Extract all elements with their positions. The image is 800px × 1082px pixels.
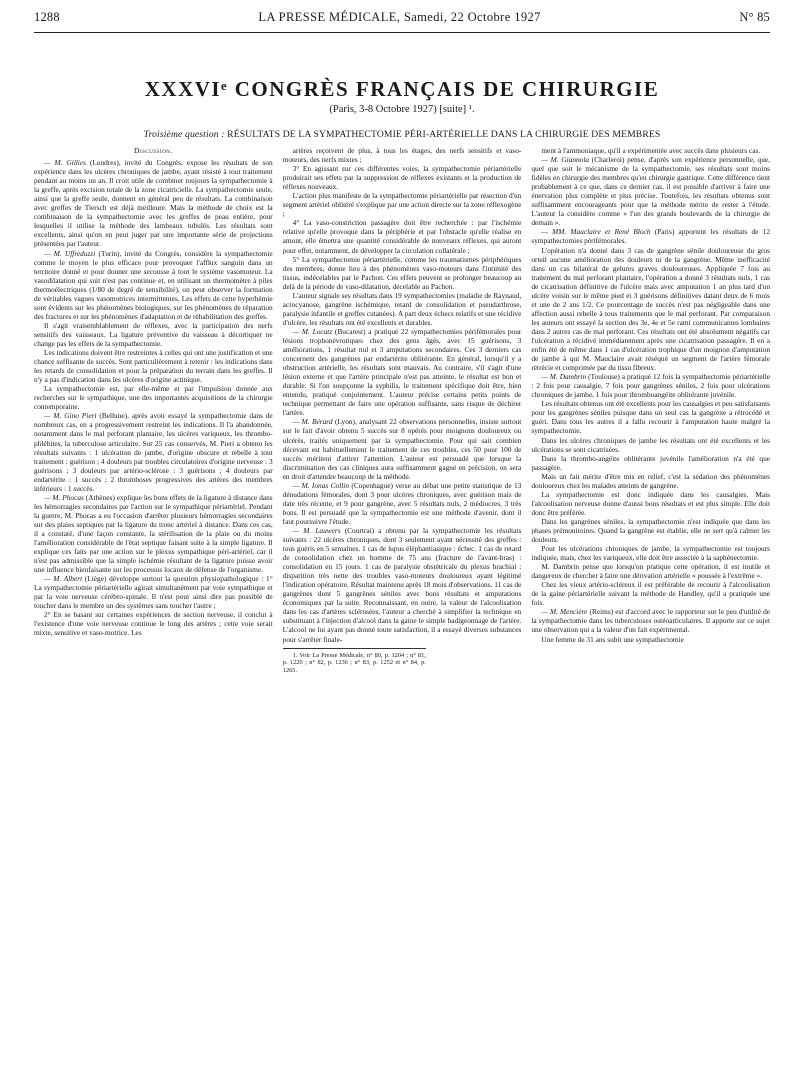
paragraph-text: 4° La vaso-constriction passagère doit être recherchée : par l'ischémie relative qu'elle provoque dans la périphérie et par l'obstacle qu'elle réalise en amont, elle émettra une quantité considérable de nouveaux réflexes, qui auront pour effet, notamment, de développer la circulation collatérale ; (282, 218, 522, 255)
paragraph-text: Il s'agit vraisemblablement de réflexes, avec la participation des nerfs sensitifs des vaisseaux. La ligature préventive du vaisseau à décortiquer ne change pas les effets de la sympathectomie. (34, 320, 273, 348)
paragraph (283, 417, 522, 480)
paragraph (34, 348, 273, 384)
speaker-name: — M. Phocas (44, 492, 84, 502)
paragraph (283, 481, 522, 526)
paragraph-text: 3° En agissant sur ces différentes voies, la sympathectomie périartérielle produirait ses effets par la suppression de réflexes existants et la production de réflexes nouveaux. (282, 164, 522, 192)
paragraph (531, 227, 770, 245)
paragraph-text: Chez les vieux artério-scléreux il est préférable de recourir à l'alcoolisation de la gaine périartérielle suivant la méthode de Handley, qu'il a pratiquée une fois. (531, 580, 771, 608)
speaker-name: — M. Uffreduzzi (44, 248, 96, 258)
paragraph-text: (Paris) apportent les résultats de 12 sympathectomies périfémorales. (531, 227, 771, 246)
paragraph-text: ment à l'ammoniaque, qu'il a expérimentée avec succès dans plusieurs cas. (541, 146, 761, 155)
paragraph-text: (Courtrai) a obtenu par la sympathectomie les résultats suivants : 22 ulcères chroniques, dont 3 seulement ayant nécessité des greffes : tous guéris en 5 semaines. 1 cas de lupus éléphantiasique : échec. 1 cas de retard de consolidation chez un homme de 75 ans (fracture de l'avant-bras) : consolidation en 15 jours. 1 cas de paralysie obstétricale du plexus brachial : disparition très nette des troubles vaso-moteurs douloureux ayant légitimé l'indication opératoire. Résultat maintenu après 18 mois d'observations. 11 cas de gangrènes dont 5 gangrènes séniles avec bons résultats et amputations économiques par la suite. Reconnaissant, en outre, la valeur de l'alcoolisation dans les cas d'artères sclérosées, l'auteur a cherché à simplifier la technique en substituant à l'injection d'alcool dans la gaine le simple badigeonnage de l'artère. L'alcool ne lui ayant pas donné toute satisfaction, il a essayé diverses substances pour s'arrêter finale- (282, 525, 522, 644)
paragraph (531, 490, 770, 517)
paragraph (531, 544, 770, 562)
paragraph-text: artères reçoivent de plus, à tous les étages, des nerfs sensitifs et vaso-moteurs, des nerfs mixtes ; (282, 146, 522, 165)
paragraph-text: L'action plus manifeste de la sympathectomie périartérielle par résection d'un segment artériel oblitéré s'explique par une action directe sur la zone réflexogène ; (282, 191, 522, 219)
paragraph-text: Pour les ulcérations chroniques de jambe, la sympathectomie est toujours indiquée, mais, chez les variqueux, elle doit être associée à la saphénectomie. (531, 544, 771, 563)
paragraph-text: Mais un fait mérite d'être mis en relief, c'est la sédation des phénomènes douloureux chez les malades atteints de gangrène. (531, 471, 771, 490)
question-text: RÉSULTATS DE LA SYMPATHECTOMIE PÉRI-ARTÉRIELLE DANS LA CHIRURGIE DES MEMBRES (227, 129, 661, 140)
paragraph-text: (Charleroi) pense, d'après son expérience personnelle, que, quel que soit le mécanisme de la sympathectomie, ses résultats sont moins fidèles en chirurgie des membres qu'en chirurgie gastrique. Cette différence tient probablement à ce que, dans ce dernier cas, il est possible d'arriver à faire une énervation plus complète et plus précise. Toutefois, les résultats obtenus sont suffisamment encourageants pour que la méthode mérite de rester à l'étude. L'auteur la considère comme « l'un des grands boulevards de la chirurgie de demain ». (531, 155, 771, 228)
paragraph-text: Dans les gangrènes séniles, la sympathectomie n'est indiquée que dans les phases prémonitoires. Quand la gangrène est établie, elle ne sert qu'à calmer les douleurs. (531, 516, 771, 545)
paragraph-text: Discussion. (133, 146, 173, 155)
column-2 (283, 146, 522, 1076)
speaker-name: — M. Locatz (292, 326, 333, 336)
paragraph (531, 399, 770, 435)
speaker-name: — M. Gillies (44, 158, 86, 168)
paragraph-text: (Bucarest) a pratiqué 22 sympathectomies périfémorales pour lésions trophonévrotiques chez des gens âgés, avec 15 guérisons, 3 améliorations, 1 résultat nul et 3 amputations secondaires. Ces 3 derniers cas concernent des gangrènes par endartérite oblitérante. En général, lorsqu'il y a obstruction artérielle, les résultats sont mauvais. Au contraire, s'il s'agit d'une lésion externe et que l'artère principale n'est pas atteinte, le résultat est bon et durable. Si l'on soupçonne la syphilis, le traitement spécifique doit être, bien entendu, pratiqué conjointement. L'auteur précise certains petits points de technique permettant de faire une opération suffisante, sans risque de déchirer l'artère. (282, 326, 522, 418)
paragraph (283, 327, 522, 417)
paragraph (531, 436, 770, 454)
paragraph (34, 411, 273, 492)
paragraph-text: L'opération n'a donné dans 3 cas de gangrène sénile douloureuse du gros orteil aucune amélioration des douleurs ni de la gangrène. Même inefficacité dans un cas bilatéral de gelures graves douloureuses. Appliquée 7 fois au traitement du mal perforant plantaire, l'opération a donné 3 résultats nuls, 1 cas de cicatrisation définitive de l'ulcère mais avec amputation 1 an plus tard d'un ulcère voisin sur le même pied et 3 guérisons définitives datant deux de 6 mois et une de 2 ans 1/2. Ce pourcentage de succès n'est pas négligeable dans une affection aussi rebelle à tous traitements que le mal perforant. Par comparaison les auteurs ont essayé la section des 3e, 4e et 5e rami communicantes lombaires dans 2 autres cas de mal perforant. Ces résultats ont été absolument négatifs car l'ulcération a récidivé immédiatement après une cicatrisation passagère. Il en a enfin été de même dans 1 cas d'ulcération trophique d'un moignon d'amputation de jambe à qui M. Mauclaire avait réséqué un segment de l'artère fémorale rétrécie et comprimée par du tissu fibreux. (531, 245, 771, 373)
paragraph (34, 493, 273, 574)
speaker-name: — M. Lauwers (292, 525, 341, 535)
question-label: Troisième question : (143, 129, 225, 140)
section-heading (34, 146, 273, 155)
paragraph (283, 146, 522, 164)
paragraph (531, 372, 770, 399)
paragraph-text: La sympathectomie est, par elle-même et par l'impulsion donnée aux recherches sur le sympathique, une des importantes acquisitions de la chirurgie contemporaine. (34, 384, 273, 412)
paragraph (531, 454, 770, 472)
paragraph-text: Une femme de 31 ans subit une sympathectomie (541, 634, 684, 644)
footnotes (283, 648, 426, 675)
paragraph-text: 5° La sympathectomie périartérielle, comme les traumatismes périphériques des membres, donne lieu à des phénomènes vaso-moteurs dans l'intimité des tissus, indécelables par le Pachon. Ces effets peuvent se prolonger beaucoup au delà de la période de vaso-dilatation, décelable au Pachon. (282, 254, 522, 291)
paragraph (34, 321, 273, 348)
running-header (34, 0, 770, 33)
paragraph (531, 146, 770, 155)
column-3 (531, 146, 770, 1076)
paragraph (531, 562, 770, 580)
paragraph (283, 526, 522, 644)
page-number: 1288 (34, 10, 60, 24)
paragraph (531, 635, 770, 644)
paragraph (531, 155, 770, 227)
speaker-name: — M. Ionas Collin (292, 480, 349, 490)
paragraph-text: (Londres), invité du Congrès, expose les résultats de son expérience dans les ulcères chroniques de jambe, ayant résisté à tout traitement pendant au moins un an. Il croit utile de combiner toujours la sympathectomie à la greffe, après excision totale de la zone cicatricielle. La sympathectomie seule, ainsi que la greffe seule, donnent en général peu de résultats. La combinaison avec greffes de Tiersch est déjà meilleure. Mais la méthode de choix est la combinaison de la sympathectomie avec les greffes de peau entière, pour lesquelles il utilise la méthode des lambeaux tubulés. Les résultats sont excellents, ainsi qu'on en peut juger par une importante série de projections présentées par l'auteur. (34, 158, 273, 249)
paragraph-text: 2° En se basant sur certaines expériences de section nerveuse, il conclut à l'existence d'une voie nerveuse continue le long des artères ; cette voie serait mixte, sensitive et vaso-motrice. Les (34, 610, 273, 638)
speaker-name: — M. Bérard (292, 417, 333, 427)
paragraph (34, 574, 273, 610)
paragraph (531, 607, 770, 634)
paragraph (531, 472, 770, 490)
paragraph-text: La sympathectomie est donc indiquée dans les causalgies. Mais l'alcoolisation nerveuse donne d'aussi bons résultats et est plus simple. Elle doit donc être préférée. (531, 489, 771, 517)
speaker-name: — M. Dambrin (541, 372, 587, 382)
speaker-name: — M. Gino Pieri (44, 411, 97, 421)
issue-number: N° 85 (739, 10, 770, 24)
paragraph-text: Les indications doivent être restreintes à celles qui ont une justification et une chance suffisante de succès. Sont particulièrement à retenir : les indications dans les retards de consolidation et pour la préparation du terrain dans les greffes. Il n'y a pas d'indication dans les ulcères d'origine actinique. (34, 348, 273, 385)
paragraph (34, 158, 273, 248)
paragraph (531, 580, 770, 607)
paragraph (34, 249, 273, 321)
paragraph-text: Dans la thrombo-angéite oblitérante juvénile l'amélioration n'a été que passagère. (531, 453, 771, 472)
paragraph (283, 191, 522, 218)
paragraph-text: (Lyon), analysant 22 observations personnelles, insiste surtout sur le fait d'avoir obtenu 5 succès sur 8 opérés pour moignons douloureux ou ulcérés, traités uniquement par la sympathectomie. Pour qui sait combien décevant est habituellement le traitement de ces troubles, ces 50 pour 100 de succès méritent d'attirer l'attention. L'auteur est persuadé que lorsque la discrimination des cas cliniques aura suffisamment gagné en précision, on sera en droit d'attendre beaucoup de la méthode. (282, 417, 522, 481)
paragraph-text: M. Dambrin pense que lorsqu'on pratique cette opération, il est inutile et dangereux de chercher à faire une dérivation artérielle « poussée à l'extrême ». (531, 562, 771, 581)
paragraph (531, 517, 770, 544)
paragraph-text: (Toulouse) a pratiqué 12 fois la sympathectomie périartérielle : 2 fois pour causalgie, 7 fois pour gangrènes séniles, 2 fois pour ulcérations chroniques de jambe, 1 fois pour thromboangéite oblitérante juvénile. (531, 372, 771, 400)
paragraph (34, 610, 273, 637)
paragraph (283, 291, 522, 327)
paragraph-text: L'auteur signale ses résultats dans 19 sympathectomies (maladie de Raynaud, acrocyanose, gangrène ischémique, retard de consolidation et pseudarthrose, paralysie infantile et greffes cutanées). A part deux échecs relatifs et une récidive d'ulcère, les résultats ont été excellents et durables. (282, 290, 522, 327)
paragraph-text: (Turin), invité du Congrès, considère la sympathectomie comme le moyen le plus efficace pour provoquer l'afflux sanguin dans un territoire donné et pour donner une secousse à tout le système vasomoteur. La vasodilatation qui suit n'est pas continue et, en utilisant un thermomètre à piles thermoélectriques (1/80 de degré de sensibilité), on peut observer la formation de véritables vagues vasomotrices intermittentes. Les effets de cette hyperhémie sont évidents sur les phénomènes biologiques, sur les phénomènes de réparation des fractures et sur les phénomènes d'adaptation et de réhabilitation des greffes. (34, 248, 273, 321)
paragraph-text: (Liège) développe surtout la question physiopathologique : 1° La sympathectomie périartérielle agirait simultanément par voie sympathique et par la voie nerveuse cérébro-spinale. Il n'est pour ainsi dire pas possible de toucher dans le membre un des systèmes sans toucher l'autre ; (34, 574, 273, 611)
paragraph-text: (Reims) est d'accord avec le rapporteur sur le peu d'utilité de la sympathectomie dans les tuberculoses ostéoarticulaires. Il apporte sur ce sujet une observation qui a la valeur d'un fait expérimental. (531, 607, 771, 635)
paragraph-text: (Copenhague) verse au débat une petite statistique de 13 dénudations fémorales, dont 3 pour ulcères chroniques, avec guérison mais de date très récente, et 9 pour gangrène, avec 5 résultats nuls, 2 médiocres, 3 très bons. Il est persuadé que la sympathectomie est une méthode d'avenir, dont il faut poursuivre l'étude. (282, 480, 522, 526)
journal-title: LA PRESSE MÉDICALE, Samedi, 22 Octobre 1927 (258, 10, 541, 24)
footnote (283, 652, 426, 675)
speaker-name: — M. Mencière (541, 607, 588, 617)
paragraph (283, 164, 522, 191)
paragraph-text: 1. Voir La Presse Médicale, n° 80, p. 1204 ; n° 81, p. 1220 ; n° 82, p. 1236 ; n° 83, p. 1252 et n° 84, p. 1265. (282, 651, 426, 675)
column-1 (34, 146, 273, 1076)
paragraph (34, 384, 273, 411)
body-columns (34, 146, 770, 1076)
paragraph-text: (Bellune), après avoir essayé la sympathectomie dans de nombreux cas, en a progressivement restreint les indications. Il l'a abandonnée, notamment dans le mal perforant plantaire, les ulcères variqueux, les thrombo-phlébites, la tuberculose articulaire. Sur 25 cas conservés, M. Pieri a obtenu les résultats suivants : 1 ulcération de jambe, d'origine obscure et rebelle à tout traitement : guérison ; 4 douleurs par troubles circulatoires d'origine nerveuse : 3 guérisons ; 3 douleurs par artério-sclérose : 3 guérisons ; 4 douleurs par endartérite : 1 succès ; 2 thromboses progressives des artères des membres inférieurs : 1 succès. (34, 411, 273, 493)
paragraph (283, 255, 522, 291)
paragraph-text: Dans les ulcères chroniques de jambe les résultats ont été excellents et les ulcérations se sont cicatrisées. (531, 435, 771, 454)
paragraph (283, 218, 522, 254)
speaker-name: — M. Albert (44, 574, 83, 584)
speaker-name: — M. Giannola (541, 155, 590, 165)
speaker-name: — MM. Mauclaire et René Bloch (541, 227, 651, 237)
article-title: XXXVIᵉ CONGRÈS FRANÇAIS DE CHIRURGIE (144, 77, 660, 101)
article-subtitle: (Paris, 3-8 Octobre 1927) [suite] ¹. (329, 104, 475, 115)
paragraph-text: Les résultats obtenus ont été excellents pour les causalgies et peu satisfaisants pour les gangrènes séniles puisque dans un seul cas la gangrène a rétrocédé et guéri. Dans tous les autres il a fallu recourir à l'amputation haute malgré la sympathectomie. (531, 399, 771, 436)
paragraph-text: (Athènes) explique les bons effets de la ligature à distance dans les hémorragies secondaires par l'action sur le sympathique périartériel. Pendant la guerre, M. Phocas a eu l'occasion d'arrêter plusieurs hémorragies secondaires sur des plaies septiques par la ligature du tronc artériel à distance. Dans ces cas, il a constaté, d'une façon constante, la stérilisation de la plaie ou du moins l'amélioration considérable de l'état septique faisant suite à la simple ligature. Il explique ces faits par une action sur le plexus sympathique péri-artériel, car il n'est pas admissible que la simple ischémie résultant de la ligature puisse avoir une influence bienfaisante sur les processus locaux de défense de l'organisme. (34, 492, 273, 575)
question-line (34, 129, 770, 140)
paragraph (531, 246, 770, 373)
